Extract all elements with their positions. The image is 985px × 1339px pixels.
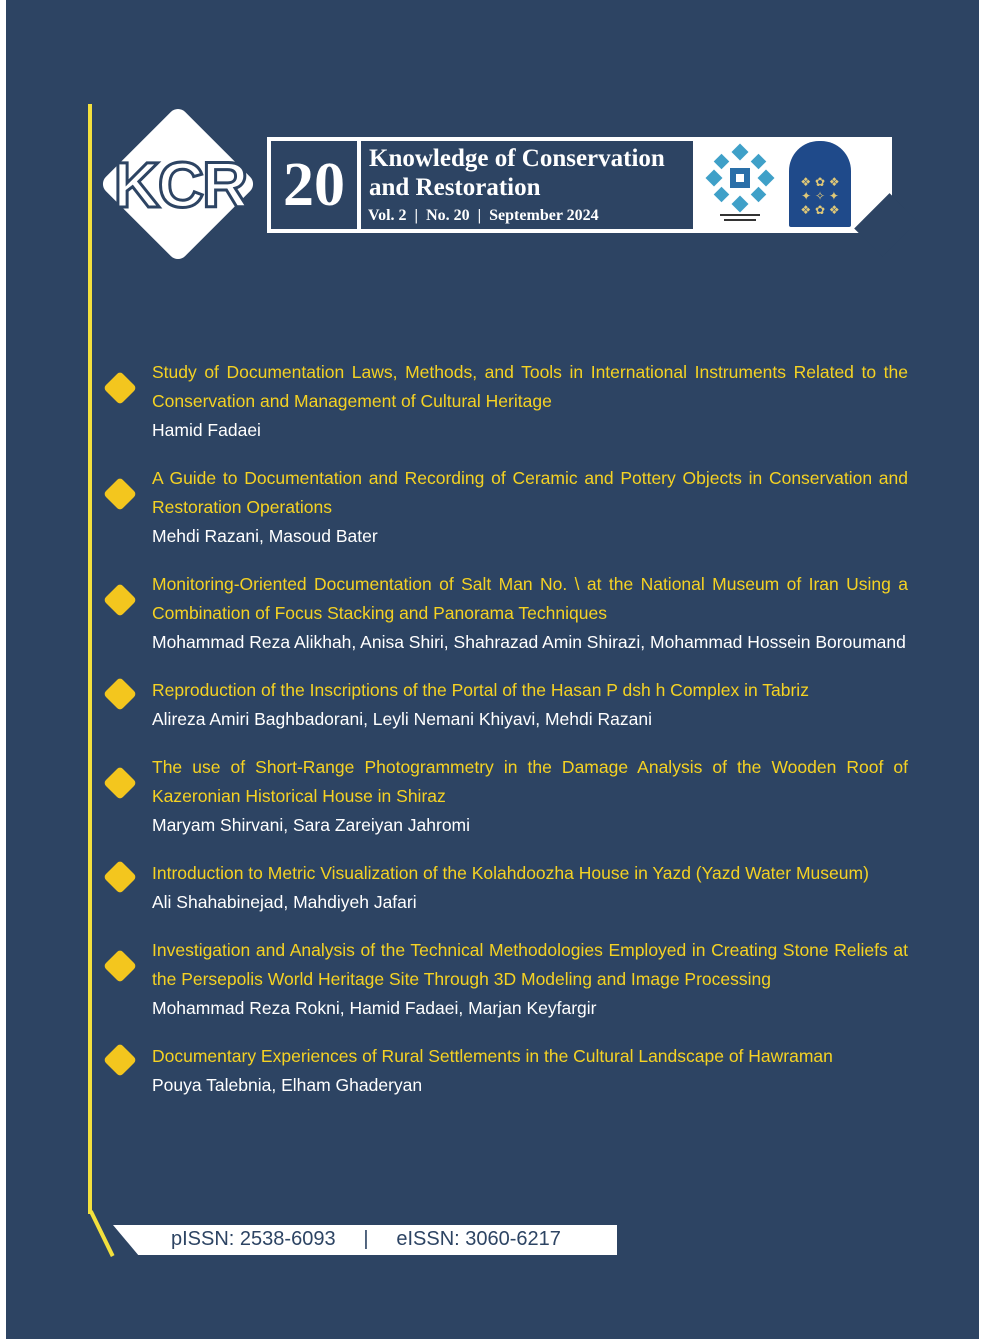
diamond-bullet-icon: [103, 1043, 137, 1077]
article-entry: [108, 859, 908, 936]
article-entry: [108, 936, 908, 1042]
diamond-bullet-icon: [103, 677, 137, 711]
article-authors: Hamid Fadaei: [152, 420, 261, 440]
emblem-calligraphy-icon: ❖ ✿ ❖ ✦ ✧ ✦ ❖ ✿ ❖: [800, 175, 840, 217]
article-title: The use of Short-Range Photogrammetry in the Damage Analysis of the Wooden Roof of Kazeronian Historical House in Shiraz: [152, 757, 908, 806]
article-entry: [108, 570, 908, 676]
article-entry: [108, 358, 908, 464]
journal-title-line1: Knowledge of Conservation: [369, 145, 665, 172]
article-entry: [108, 753, 908, 859]
institute-logo-icon: [704, 142, 776, 226]
article-authors: Mohammad Reza Alikhah, Anisa Shiri, Shahrazad Amin Shirazi, Mohammad Hossein Boroumand: [152, 632, 906, 652]
volume-label: Vol. 2: [368, 207, 407, 224]
diamond-bullet-icon: [103, 477, 137, 511]
diamond-bullet-icon: [103, 949, 137, 983]
article-entry: [108, 464, 908, 570]
article-entry: [108, 1042, 908, 1119]
diamond-bullet-icon: [103, 766, 137, 800]
diamond-bullet-icon: [103, 583, 137, 617]
article-title: Documentary Experiences of Rural Settlements in the Cultural Landscape of Hawraman: [152, 1046, 833, 1066]
issue-number: 20: [271, 141, 357, 229]
article-title: A Guide to Documentation and Recording of Ceramic and Pottery Objects in Conservation and Restoration Operations: [152, 468, 908, 517]
article-authors: Mohammad Reza Rokni, Hamid Fadaei, Marjan Keyfargir: [152, 998, 597, 1018]
issn-text: [171, 1228, 561, 1251]
table-of-contents: [108, 358, 908, 1119]
diamond-bullet-icon: [103, 371, 137, 405]
print-issn: pISSN: 2538-6093: [171, 1228, 336, 1250]
electronic-issn: eISSN: 3060-6217: [396, 1228, 561, 1250]
issue-meta: Vol. 2 | No. 20 | September 2024: [368, 207, 599, 224]
article-authors: Pouya Talebnia, Elham Ghaderyan: [152, 1075, 423, 1095]
article-title: Reproduction of the Inscriptions of the Portal of the Hasan P dsh h Complex in Tabriz: [152, 680, 809, 700]
journal-title-line2: and Restoration: [369, 174, 541, 201]
journal-logo: KCR: [113, 149, 247, 221]
vertical-accent-line: [88, 104, 92, 1214]
number-label: No. 20: [426, 207, 470, 224]
diamond-bullet-icon: [103, 860, 137, 894]
issn-separator: |: [363, 1228, 369, 1250]
article-entry: [108, 676, 908, 753]
date-label: September 2024: [489, 207, 599, 224]
article-authors: Mehdi Razani, Masoud Bater: [152, 526, 378, 546]
article-title: Investigation and Analysis of the Technical Methodologies Employed in Creating Stone Reliefs at the Persepolis World Heritage Site Through 3D Modeling and Image Processing: [152, 940, 908, 989]
article-authors: Maryam Shirvani, Sara Zareiyan Jahromi: [152, 815, 471, 835]
article-title: Monitoring-Oriented Documentation of Salt Man No. \ at the National Museum of Iran Using a Combination of Focus Stacking and Panorama Techniques: [152, 574, 908, 623]
journal-title-block: [361, 141, 693, 229]
article-authors: Alireza Amiri Baghbadorani, Leyli Nemani Khiyavi, Mehdi Razani: [152, 709, 652, 729]
article-title: Study of Documentation Laws, Methods, and Tools in International Instruments Related to the Conservation and Management of Cultural Heritage: [152, 362, 908, 411]
article-authors: Ali Shahabinejad, Mahdiyeh Jafari: [152, 892, 417, 912]
article-title: Introduction to Metric Visualization of the Kolahdoozha House in Yazd (Yazd Water Museum): [152, 863, 869, 883]
